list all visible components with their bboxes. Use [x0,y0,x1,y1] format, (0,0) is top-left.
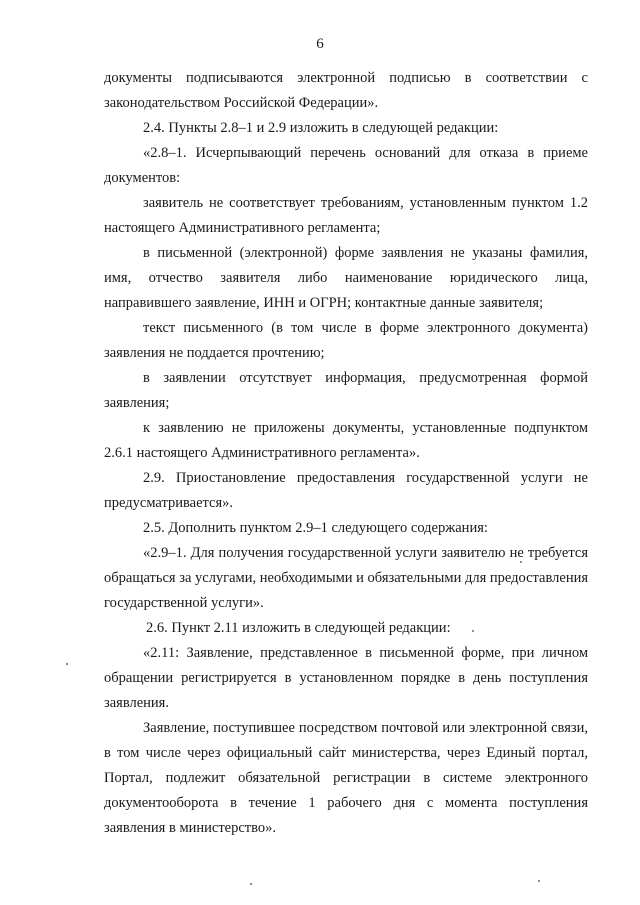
paragraph-refusal-reason-5: к заявлению не приложены документы, установленные подпунктом 2.6.1 настоящего Административного регламента». [104,420,588,461]
scan-speck [520,561,522,563]
paragraph-2-11: «2.11: Заявление, представленное в письменной форме, при личном обращении регистрируется в установленном порядке в день поступления заявления. [104,645,588,711]
page-number: 6 [316,36,324,52]
paragraph-refusal-reason-3: текст письменного (в том числе в форме электронного документа) заявления не поддается прочтению; [104,320,588,361]
paragraph-2-9: 2.9. Приостановление предоставления государственной услуги не предусматривается». [104,470,588,511]
paragraph-item-2-6: 2.6. Пункт 2.11 изложить в следующей редакции: [146,620,451,636]
paragraph-2-9-1: «2.9–1. Для получения государственной услуги заявителю не требуется обращаться за услугами, необходимыми и обязательными для предоставления государственной услуги». [104,545,589,611]
paragraph-item-2-4: 2.4. Пункты 2.8–1 и 2.9 изложить в следующей редакции: [143,120,499,136]
paragraph-refusal-reason-2: в письменной (электронной) форме заявления не указаны фамилия, имя, отчество заявителя либо наименование юридического лица, направившего заявление, ИНН и ОГРН; контактные данные заявителя; [104,245,588,311]
paragraph-refusal-reason-1: заявитель не соответствует требованиям, установленным пунктом 1.2 настоящего Административного регламента; [104,195,588,236]
paragraph-refusal-reason-4: в заявлении отсутствует информация, предусмотренная формой заявления; [104,370,588,411]
scan-speck [66,663,68,665]
paragraph-continuation: документы подписываются электронной подписью в соответствии с законодательством Российской Федерации». [104,70,588,111]
scan-speck [250,883,252,885]
document-body [104,66,588,841]
paragraph-2-8-1: «2.8–1. Исчерпывающий перечень оснований для отказа в приеме документов: [104,145,588,186]
scan-speck [472,630,474,632]
scan-speck [538,880,540,882]
paragraph-item-2-5: 2.5. Дополнить пунктом 2.9–1 следующего содержания: [143,520,488,536]
paragraph-registration: Заявление, поступившее посредством почтовой или электронной связи, в том числе через официальный сайт министерства, через Единый портал, Портал, подлежит обязательной регистрации в системе электронного документооборота в течение 1 рабочего дня с момента поступления заявления в министерство». [104,720,588,836]
